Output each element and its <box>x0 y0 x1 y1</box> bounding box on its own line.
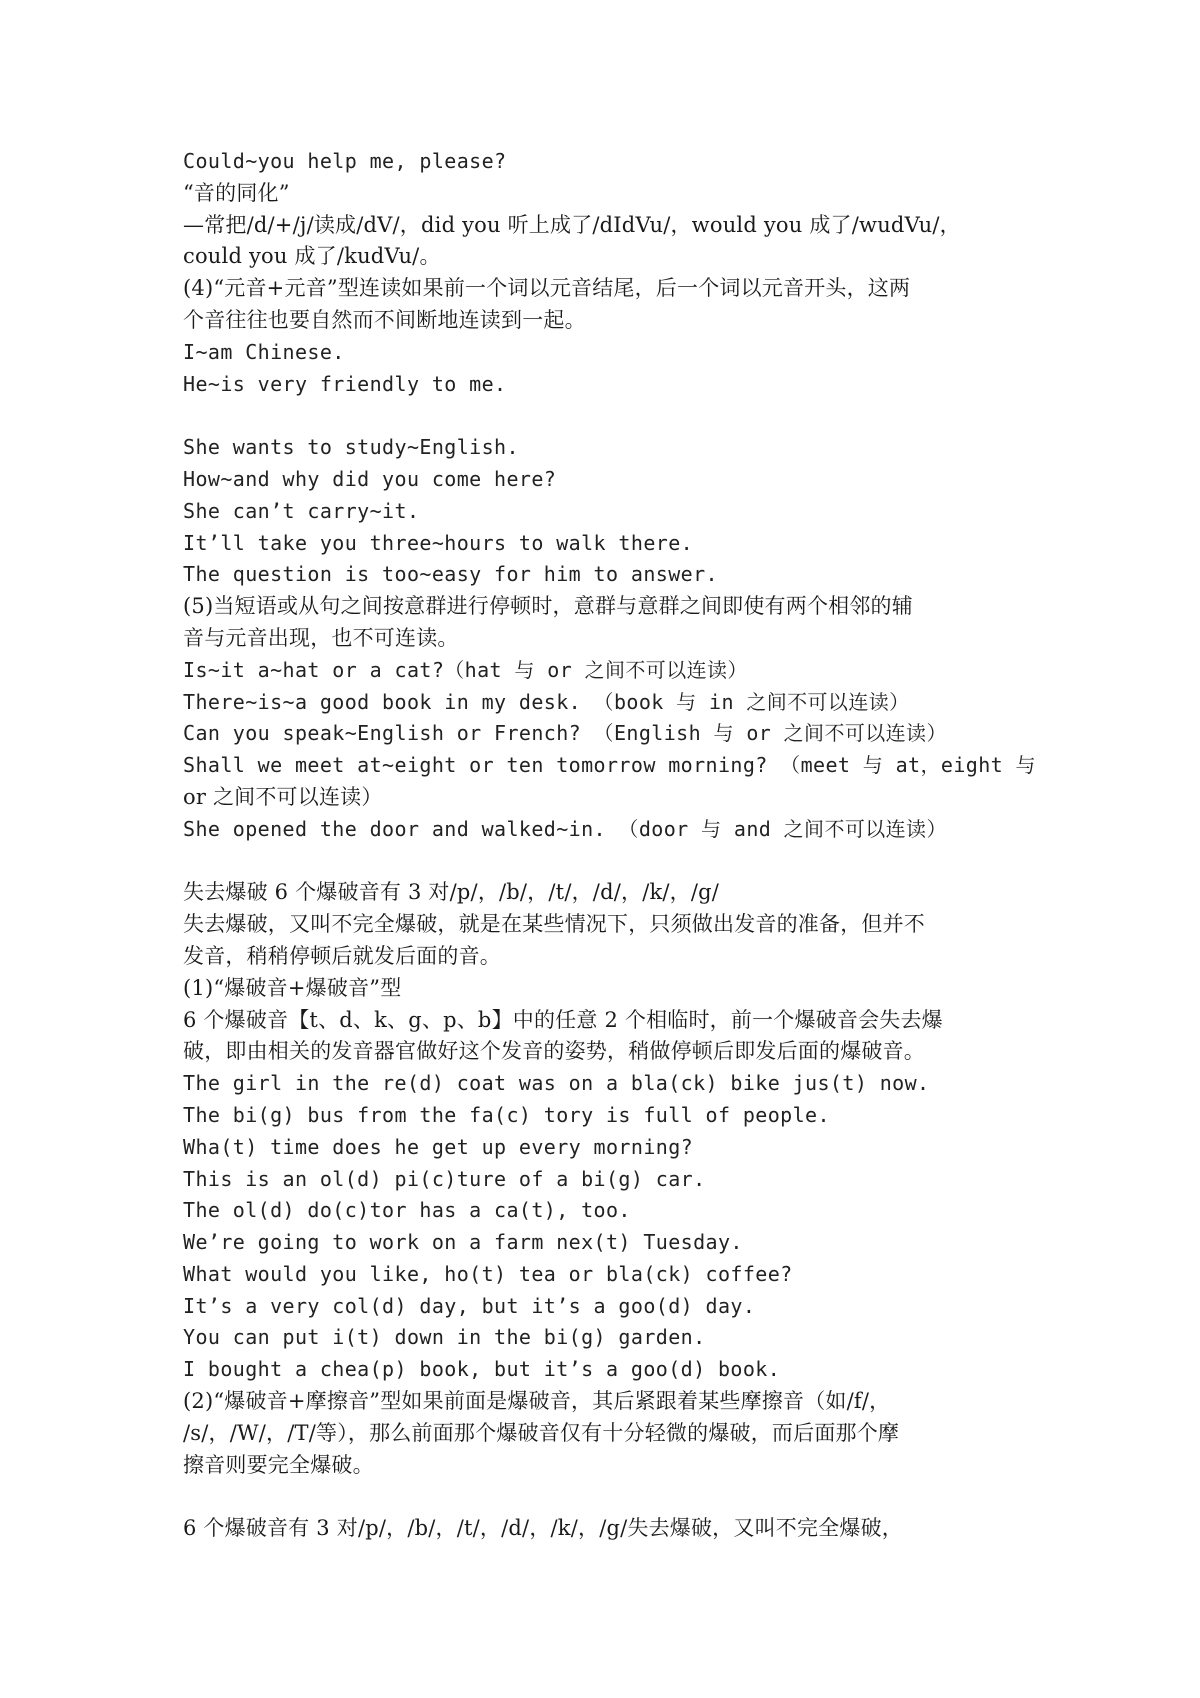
text-line: Shall we meet at~eight or ten tomorrow morning? （meet 与 at，eight 与 <box>183 753 1036 778</box>
text-line: or 之间不可以连读） <box>183 784 383 809</box>
text-line: 失去爆破 6 个爆破音有 3 对/p/，/b/，/t/，/d/，/k/，/g/ <box>183 880 720 905</box>
text-line: (1)“爆破音+爆破音”型 <box>183 975 402 1000</box>
text-line: The bi(g) bus from the fa(c) tory is full of people. <box>183 1102 830 1127</box>
text-line: The question is too~easy for him to answer. <box>183 562 718 587</box>
document-page <box>183 146 1043 1545</box>
text-line: 发音，稍稍停顿后就发后面的音。 <box>183 943 501 968</box>
text-line: What would you like, ho(t) tea or bla(ck) coffee? <box>183 1261 793 1286</box>
text-line: It’ll take you three~hours to walk there. <box>183 530 694 555</box>
text-line: 6 个爆破音【t、d、k、g、p、b】中的任意 2 个相临时，前一个爆破音会失去爆 <box>183 1007 943 1032</box>
text-line: (2)“爆破音+摩擦音”型如果前面是爆破音，其后紧跟着某些摩擦音（如/f/， <box>183 1389 891 1414</box>
text-line: The ol(d) do(c)tor has a ca(t), too. <box>183 1198 631 1223</box>
text-line: 擦音则要完全爆破。 <box>183 1452 374 1477</box>
text-line: could you 成了/kudVu/。 <box>183 244 441 269</box>
text-line: It’s a very col(d) day, but it’s a goo(d) day. <box>183 1293 756 1318</box>
text-line: He~is very friendly to me. <box>183 371 507 396</box>
text-line: /s/，/W/，/T/等），那么前面那个爆破音仅有十分轻微的爆破，而后面那个摩 <box>183 1420 900 1445</box>
text-line: 失去爆破，又叫不完全爆破，就是在某些情况下，只须做出发音的准备，但并不 <box>183 912 925 937</box>
text-line: She opened the door and walked~in. （door 与 and 之间不可以连读） <box>183 816 947 841</box>
text-line: How~and why did you come here? <box>183 466 557 491</box>
text-line: Is~it a~hat or a cat?（hat 与 or 之间不可以连读） <box>183 657 748 682</box>
text-line: Can you speak~English or French? （English 与 or 之间不可以连读） <box>183 721 947 746</box>
text-line: There~is~a good book in my desk. （book 与 in 之间不可以连读） <box>183 689 910 714</box>
text-line: 6 个爆破音有 3 对/p/，/b/，/t/，/d/，/k/，/g/失去爆破，又叫不完全爆破， <box>183 1516 903 1541</box>
blank-line <box>183 400 1043 432</box>
text-line: 破，即由相关的发音器官做好这个发音的姿势，稍做停顿后即发后面的爆破音。 <box>183 1039 925 1064</box>
text-line: (5)当短语或从句之间按意群进行停顿时，意群与意群之间即使有两个相邻的辅 <box>183 594 913 619</box>
text-line: “音的同化” <box>183 180 290 205</box>
blank-line <box>183 1481 1043 1513</box>
text-line: We’re going to work on a farm nex(t) Tuesday. <box>183 1230 743 1255</box>
text-line: The girl in the re(d) coat was on a bla(ck) bike jus(t) now. <box>183 1071 930 1096</box>
text-line: She wants to study~English. <box>183 435 519 460</box>
text-line: You can put i(t) down in the bi(g) garden. <box>183 1325 706 1350</box>
text-line: Wha(t) time does he get up every morning? <box>183 1134 694 1159</box>
text-line: She can’t carry~it. <box>183 498 420 523</box>
text-line: Could~you help me, please? <box>183 149 507 173</box>
text-line: I~am Chinese. <box>183 339 345 364</box>
text-line: I bought a chea(p) book, but it’s a goo(d) book. <box>183 1357 781 1382</box>
blank-line <box>183 846 1043 878</box>
text-line: (4)“元音+元音”型连读如果前一个词以元音结尾，后一个词以元音开头，这两 <box>183 276 911 301</box>
text-line: —常把/d/+/j/读成/dV/，did you 听上成了/dIdVu/，would you 成了/wudVu/， <box>183 212 961 237</box>
text-line: 个音往往也要自然而不间断地连读到一起。 <box>183 307 586 332</box>
text-line: This is an ol(d) pi(c)ture of a bi(g) car. <box>183 1166 706 1191</box>
text-line: 音与元音出现，也不可连读。 <box>183 625 459 650</box>
